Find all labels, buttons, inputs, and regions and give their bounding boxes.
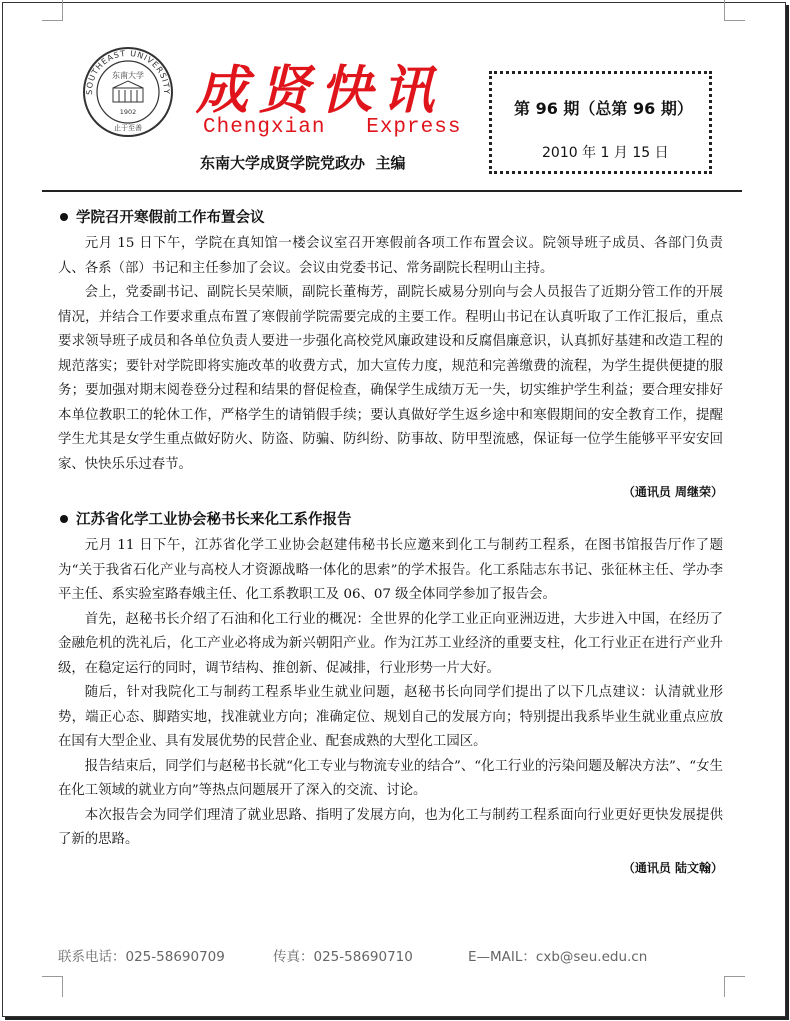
footer-fax: 传真：025-58690710 — [273, 949, 413, 965]
issue-number: 第 96 期（总第 96 期） — [514, 99, 693, 118]
article-heading-text: 江苏省化学工业协会秘书长来化工系作报告 — [76, 512, 352, 528]
svg-text:止于至善: 止于至善 — [114, 124, 142, 132]
issue-info-box — [489, 71, 712, 174]
masthead-editor: 东南大学成贤学院党政办 主编 — [200, 154, 406, 172]
article-heading — [58, 508, 723, 529]
crop-mark-bottom-right — [724, 976, 745, 997]
masthead-divider — [42, 190, 742, 192]
university-seal-logo — [82, 46, 174, 138]
footer-phone: 联系电话：025-58690709 — [58, 949, 225, 965]
crop-mark-bottom-left — [42, 976, 63, 997]
bullet-icon — [60, 213, 68, 221]
article-paragraph: 报告结束后，同学们与赵秘书长就“化工专业与物流专业的结合”、“化工行业的污染问题及解决方法”、“女生在化工领域的就业方向”等热点问题展开了深入的交流、讨论。 — [58, 758, 723, 798]
article-paragraph: 首先，赵秘书长介绍了石油和化工行业的概况：全世界的化学工业正向亚洲迈进，大步进入中国，在经历了金融危机的洗礼后，化工产业必将成为新兴朝阳产业。作为江苏工业经济的重要支柱，化工行业正在进行产业升级，在稳定运行的同时，调节结构、推创新、促减排，行业形势一片大好。 — [58, 611, 723, 676]
crop-mark-top-right — [724, 0, 745, 21]
article-paragraph: 元月 11 日下午，江苏省化学工业协会赵建伟秘书长应邀来到化工与制药工程系，在图书馆报告厅作了题为“关于我省石化产业与高校人才资源战略一体化的思索”的学术报告。化工系陆志东书记、张征林主任、学办李平主任、系实验室路春娥主任、化工系教职工及 06、07 级全体同学参加了报告会。 — [58, 538, 723, 602]
footer-email: E—MAIL：cxb@seu.edu.cn — [468, 949, 648, 965]
svg-text:东南大学: 东南大学 — [112, 71, 144, 80]
article-heading-text: 学院召开寒假前工作布置会议 — [76, 210, 265, 226]
svg-text:1902: 1902 — [119, 108, 137, 116]
issue-date: 2010 年 1 月 15 日 — [542, 145, 669, 161]
crop-mark-top-left — [42, 0, 63, 21]
masthead-title: 成贤快讯 — [196, 60, 445, 121]
article-paragraph: 随后，针对我院化工与制药工程系毕业生就业问题，赵秘书长向同学们提出了以下几点建议：认清就业形势，端正心态、脚踏实地，找准就业方向；准确定位、规划自己的发展方向；特别提出我系毕业生就业重点应放在国有大型企业、具有发展优势的民营企业、配套成熟的大型化工园区。 — [58, 685, 723, 749]
article-paragraph: 元月 15 日下午，学院在真知馆一楼会议室召开寒假前各项工作布置会议。院领导班子成员、各部门负责人、各系（部）书记和主任参加了会议。会议由党委书记、常务副院长程明山主持。 — [58, 236, 723, 276]
article-credit: （通讯员 周继荣） — [622, 485, 723, 499]
article-2 — [58, 508, 723, 876]
article-heading — [58, 206, 723, 227]
bullet-icon — [60, 515, 68, 523]
article-1 — [58, 206, 723, 500]
article-credit: （通讯员 陆文翰） — [622, 860, 723, 875]
svg-text:SOUTHEAST UNIVERSITY: SOUTHEAST UNIVERSITY — [84, 48, 172, 95]
article-paragraph: 本次报告会为同学们理清了就业思路、指明了发展方向，也为化工与制药工程系面向行业更好更快发展提供了新的思路。 — [58, 807, 723, 847]
article-paragraph: 会上，党委副书记、副院长吴荣顺，副院长董梅芳，副院长威易分别向与会人员报告了近期分管工作的开展情况，并结合工作要求重点布置了寒假前学院需要完成的主要工作。程明山书记在认真听取了工作汇报后，重点要求领导班子成员和各单位负责人要进一步强化高校党风廉政建设和反腐倡廉意识，认真抓好基建和改造工程的规范落实；要针对学院即将实施改革的收费方式，加大宣传力度，规范和完善缴费的流程，为学生提供便捷的服务；要加强对期末阅卷登分过程和结果的督促检查，确保学生成绩万无一失，切实维护学生利益；要合理安排好本单位教职工的轮休工作，严格学生的请销假手续；要认真做好学生返乡途中和寒假期间的安全教育工作，提醒学生尤其是女学生重点做好防火、防盗、防骗、防纠纷、防事故、防甲型流感，保证每一位学生能够平平安安回家、快快乐乐过春节。 — [58, 285, 723, 472]
masthead-english-title: Chengxian Express — [203, 116, 462, 139]
